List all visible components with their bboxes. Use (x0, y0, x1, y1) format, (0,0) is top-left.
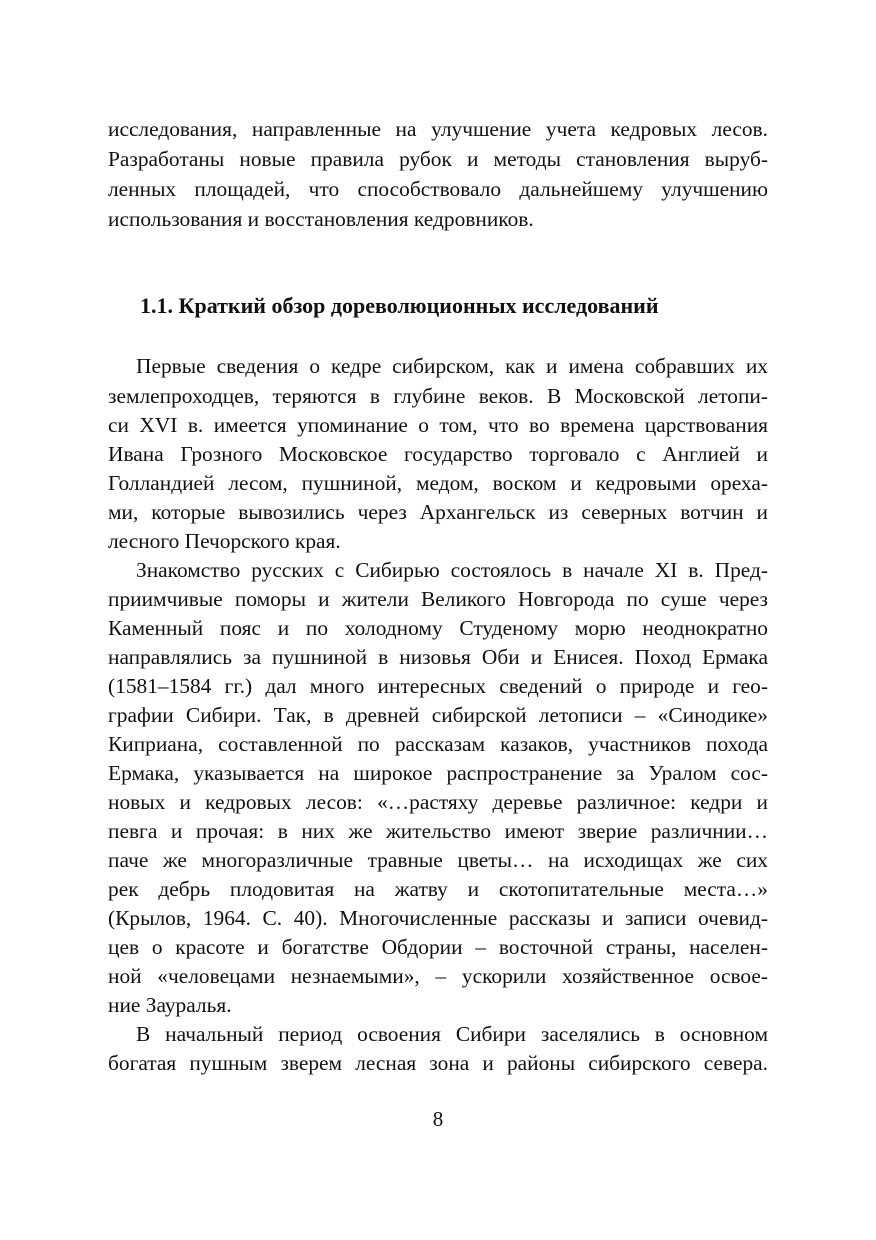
body-text-line: певга и прочая: в них же жительство имеют зверие различнии… (108, 819, 768, 843)
body-text-line: Ермака, указывается на широкое распространение за Уралом сос- (108, 761, 768, 785)
body-text-line: паче же многоразличные травные цветы… на исходищах же сих (108, 848, 768, 872)
body-text-line: цев о красоте и богатстве Обдории – восточной страны, населен- (108, 935, 768, 959)
body-text-line: землепроходцев, теряются в глубине веков. В Московской летопи- (108, 384, 768, 408)
body-text-line: исследования, направленные на улучшение учета кедровых лесов. (108, 117, 768, 141)
body-text-line: ние Зауралья. (108, 993, 232, 1017)
body-text-line: ленных площадей, что способствовало дальнейшему улучшению (108, 177, 768, 201)
body-text-line: (Крылов, 1964. С. 40). Многочисленные рассказы и записи очевид- (108, 906, 768, 930)
body-text-line: лесного Печорского края. (108, 529, 341, 553)
body-text-line: Голландией лесом, пушниной, медом, воском и кедровыми ореха- (108, 471, 768, 495)
body-text-line: графии Сибири. Так, в древней сибирской летописи – «Синодике» (108, 703, 768, 727)
body-text-line: Первые сведения о кедре сибирском, как и имена собравших их (136, 354, 768, 378)
body-text-line: си XVI в. имеется упоминание о том, что во времена царствования (108, 413, 768, 437)
section-heading: 1.1. Краткий обзор дореволюционных исследований (140, 293, 659, 318)
body-text-line: Киприана, составленной по рассказам казаков, участников похода (108, 732, 768, 756)
body-text-line: Ивана Грозного Московское государство торговало с Англией и (108, 442, 768, 466)
body-text-line: Каменный пояс и по холодному Студеному морю неоднократно (108, 616, 768, 640)
body-text-line: приимчивые поморы и жители Великого Новгорода по суше через (108, 587, 768, 611)
body-text-line: ной «человецами незнаемыми», – ускорили хозяйственное освое- (108, 964, 768, 988)
body-text-line: рек дебрь плодовитая на жатву и скотопитательные места…» (108, 877, 768, 901)
body-text-line: В начальный период освоения Сибири заселялись в основном (136, 1022, 768, 1046)
body-text-line: (1581–1584 гг.) дал много интересных сведений о природе и гео- (108, 674, 768, 698)
body-text-line: богатая пушным зверем лесная зона и районы сибирского севера. (108, 1051, 768, 1075)
body-text-line: Разработаны новые правила рубок и методы становления выруб- (108, 147, 768, 171)
body-text-line: ми, которые вывозились через Архангельск из северных вотчин и (108, 500, 768, 524)
page-number: 8 (432, 1107, 444, 1131)
body-text-line: использования и восстановления кедровников. (108, 207, 534, 231)
body-text-line: направлялись за пушниной в низовья Оби и Енисея. Поход Ермака (108, 645, 768, 669)
body-text-line: новых и кедровых лесов: «…растяху деревье различное: кедри и (108, 790, 768, 814)
body-text-line: Знакомство русских с Сибирью состоялось в начале XI в. Пред- (136, 558, 768, 582)
